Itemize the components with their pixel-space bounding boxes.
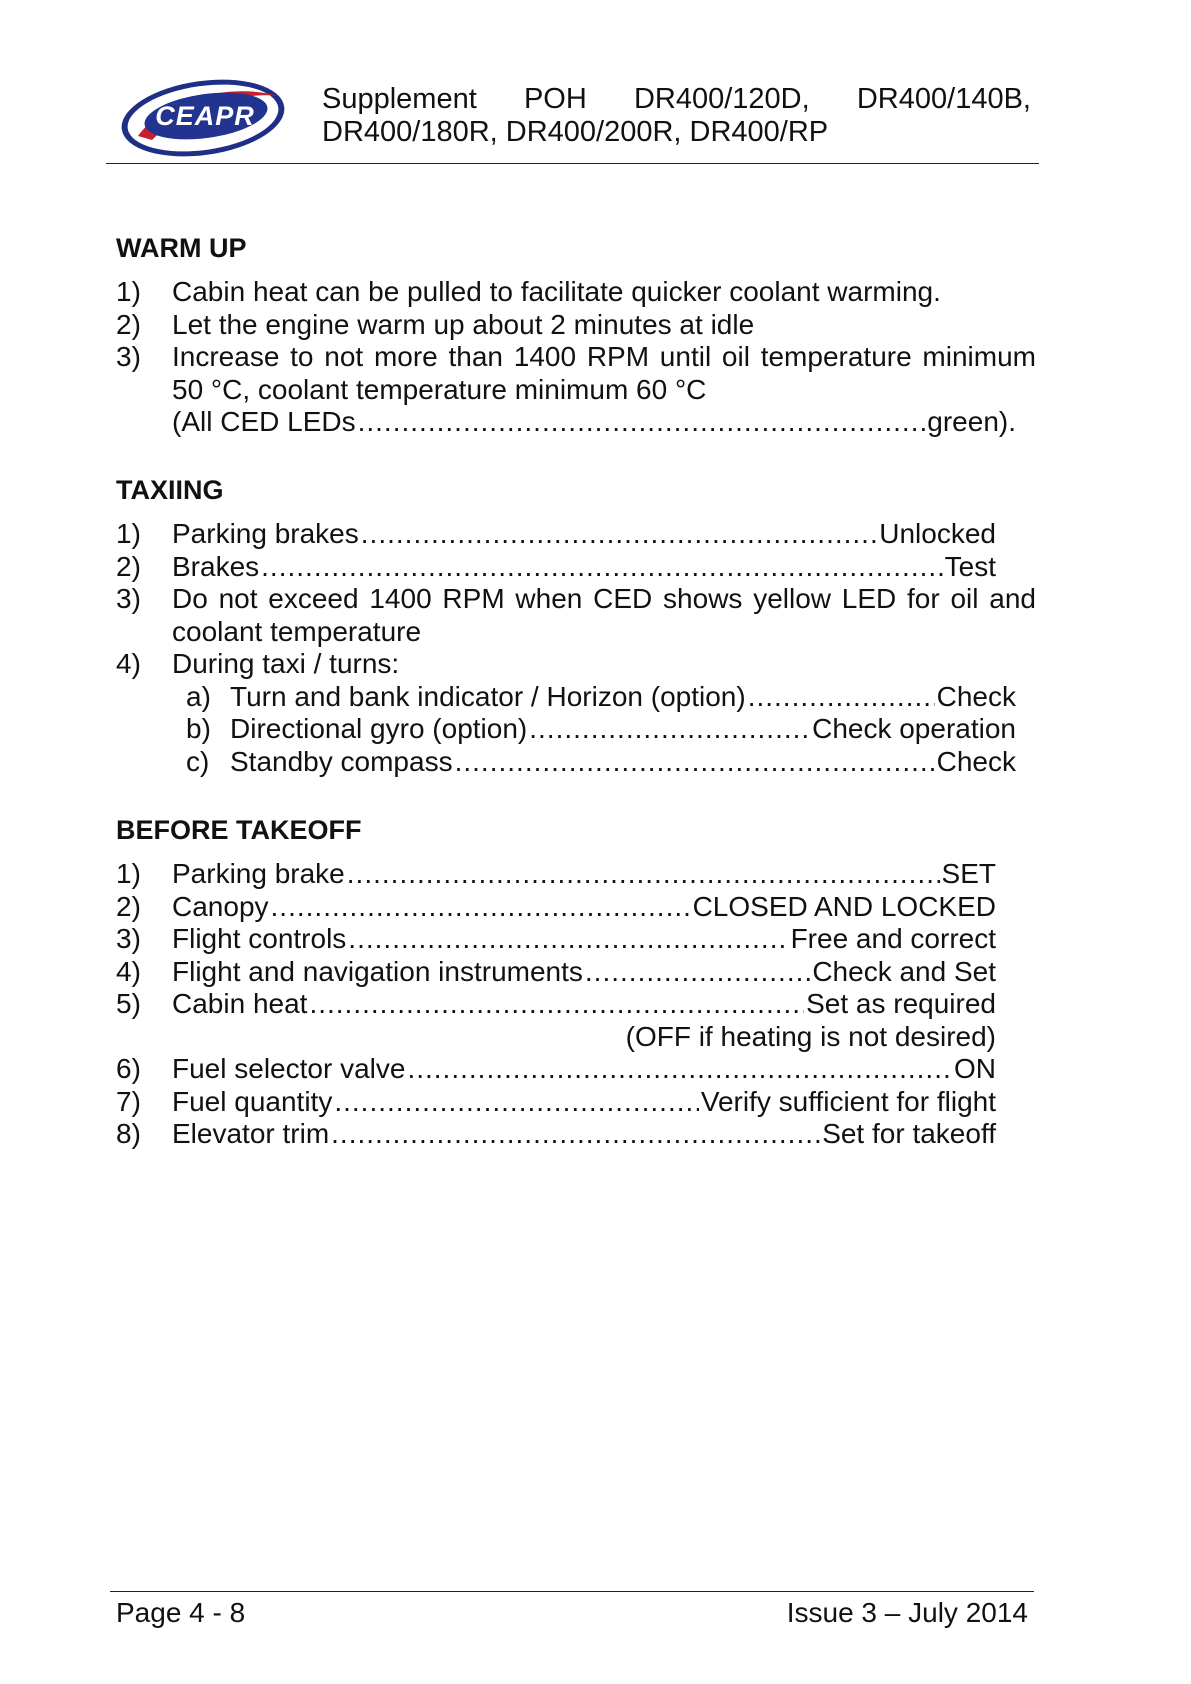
- list-item: [116, 891, 996, 924]
- item-label: Flight and navigation instruments: [172, 955, 583, 987]
- item-label: Brakes: [172, 550, 260, 582]
- dot-leader: [407, 1053, 952, 1086]
- sub-list-item: [116, 746, 1016, 779]
- header-divider: [106, 163, 1039, 164]
- section-taxiing: [116, 474, 1036, 778]
- item-number: 2): [116, 890, 141, 922]
- item-label: Directional gyro (option): [230, 713, 528, 744]
- header-word: DR400/140B,: [856, 83, 1031, 115]
- item-note: (OFF if heating is not desired): [625, 1020, 996, 1052]
- item-value: Check: [936, 745, 1016, 777]
- header-line-1: [322, 83, 1031, 116]
- item-label: Canopy: [172, 890, 269, 922]
- dot-leader: [585, 956, 810, 989]
- item-label: Standby compass: [230, 745, 453, 777]
- list-item: [116, 583, 1036, 648]
- dot-leader: [455, 746, 935, 779]
- dot-leader: [309, 988, 804, 1021]
- item-number: 3): [116, 923, 141, 954]
- dot-leader: [529, 713, 810, 746]
- item-text: 50 °C, coolant temperature minimum 60 °C: [172, 373, 707, 405]
- item-value: Verify sufficient for flight: [700, 1085, 996, 1117]
- item-label: Parking brake: [172, 858, 345, 889]
- checklist-line: [172, 406, 1016, 439]
- item-value: green).: [927, 406, 1016, 437]
- dot-leader: [331, 1118, 820, 1151]
- dot-leader: [271, 891, 691, 924]
- item-number: 6): [116, 1053, 141, 1084]
- item-value: Set for takeoff: [822, 1118, 996, 1149]
- item-number: 1): [116, 858, 141, 889]
- list-item: [116, 1086, 996, 1119]
- list-item: [116, 518, 996, 551]
- list-item: [116, 988, 996, 1021]
- item-value: SET: [941, 858, 996, 889]
- list-item: [116, 551, 996, 584]
- item-value: Free and correct: [790, 923, 996, 954]
- item-number: c): [186, 745, 210, 777]
- page-footer: [116, 1597, 1028, 1629]
- item-text: Cabin heat can be pulled to facilitate quicker coolant warming.: [172, 276, 941, 307]
- header-word: POH: [523, 83, 587, 115]
- item-label: Parking brakes: [172, 518, 359, 549]
- item-value: Check: [936, 680, 1016, 712]
- item-number: a): [186, 680, 211, 712]
- item-label: Fuel quantity: [172, 1085, 333, 1117]
- item-number: 2): [116, 308, 141, 340]
- item-text: Do not exceed 1400 RPM when CED shows yellow LED for oil and: [172, 583, 1036, 614]
- issue-date: Issue 3 – July 2014: [786, 1597, 1028, 1628]
- item-value: Check and Set: [812, 955, 996, 987]
- header-word: Supplement: [322, 83, 477, 115]
- item-number: 4): [116, 955, 141, 987]
- section-before-takeoff: [116, 814, 1036, 1151]
- item-value: CLOSED AND LOCKED: [692, 890, 996, 922]
- list-item: [116, 1053, 996, 1086]
- item-value: Test: [944, 550, 996, 582]
- item-number: 7): [116, 1085, 141, 1117]
- list-item: [116, 1118, 996, 1151]
- dot-leader: [358, 406, 926, 439]
- section-title: BEFORE TAKEOFF: [116, 815, 362, 845]
- dot-leader: [261, 551, 942, 584]
- item-text: Increase to not more than 1400 RPM until oil temperature minimum: [172, 341, 1036, 372]
- page-number: Page 4 - 8: [116, 1597, 246, 1628]
- sub-list-item: [116, 681, 1016, 714]
- dot-leader: [347, 858, 940, 891]
- item-text: coolant temperature: [172, 615, 422, 647]
- item-number: 8): [116, 1118, 141, 1149]
- item-number: 5): [116, 988, 141, 1019]
- dot-leader: [748, 681, 935, 714]
- item-number: 3): [116, 341, 141, 372]
- list-item: [116, 341, 1036, 439]
- list-item: [116, 648, 1036, 681]
- item-value: Check operation: [812, 713, 1016, 744]
- header-word: DR400/120D,: [633, 83, 810, 115]
- section-title: WARM UP: [116, 233, 247, 263]
- item-number: b): [186, 713, 211, 744]
- header-line-2: DR400/180R, DR400/200R, DR400/RP: [322, 116, 829, 148]
- item-label: Flight controls: [172, 923, 347, 954]
- item-number: 2): [116, 550, 141, 582]
- list-item: [116, 858, 996, 891]
- item-label: Elevator trim: [172, 1118, 330, 1149]
- section-warm-up: [116, 232, 1036, 439]
- logo-text: CEAPR: [155, 101, 255, 131]
- footer-divider: [110, 1591, 1034, 1592]
- item-value: Set as required: [806, 988, 996, 1019]
- item-number: 1): [116, 276, 141, 307]
- list-item: [116, 309, 1036, 342]
- section-title: TAXIING: [116, 475, 224, 505]
- dot-leader: [348, 923, 788, 956]
- ceapr-logo: [118, 74, 288, 160]
- list-item: [116, 956, 996, 989]
- item-label: Cabin heat: [172, 988, 308, 1019]
- item-number: 3): [116, 583, 141, 614]
- item-label: (All CED LEDs: [172, 406, 356, 437]
- item-number: 1): [116, 518, 141, 549]
- item-number: 4): [116, 648, 141, 679]
- dot-leader: [361, 518, 878, 551]
- item-label: Turn and bank indicator / Horizon (option): [230, 680, 746, 712]
- list-item: [116, 923, 996, 956]
- item-label: Fuel selector valve: [172, 1053, 406, 1084]
- header-title: [322, 83, 1031, 149]
- list-item: [116, 276, 1036, 309]
- item-text: During taxi / turns:: [172, 648, 400, 679]
- item-value: ON: [954, 1053, 996, 1084]
- item-text: Let the engine warm up about 2 minutes at idle: [172, 308, 755, 340]
- sub-list-item: [116, 713, 1016, 746]
- dot-leader: [334, 1086, 698, 1119]
- item-value: Unlocked: [879, 518, 996, 549]
